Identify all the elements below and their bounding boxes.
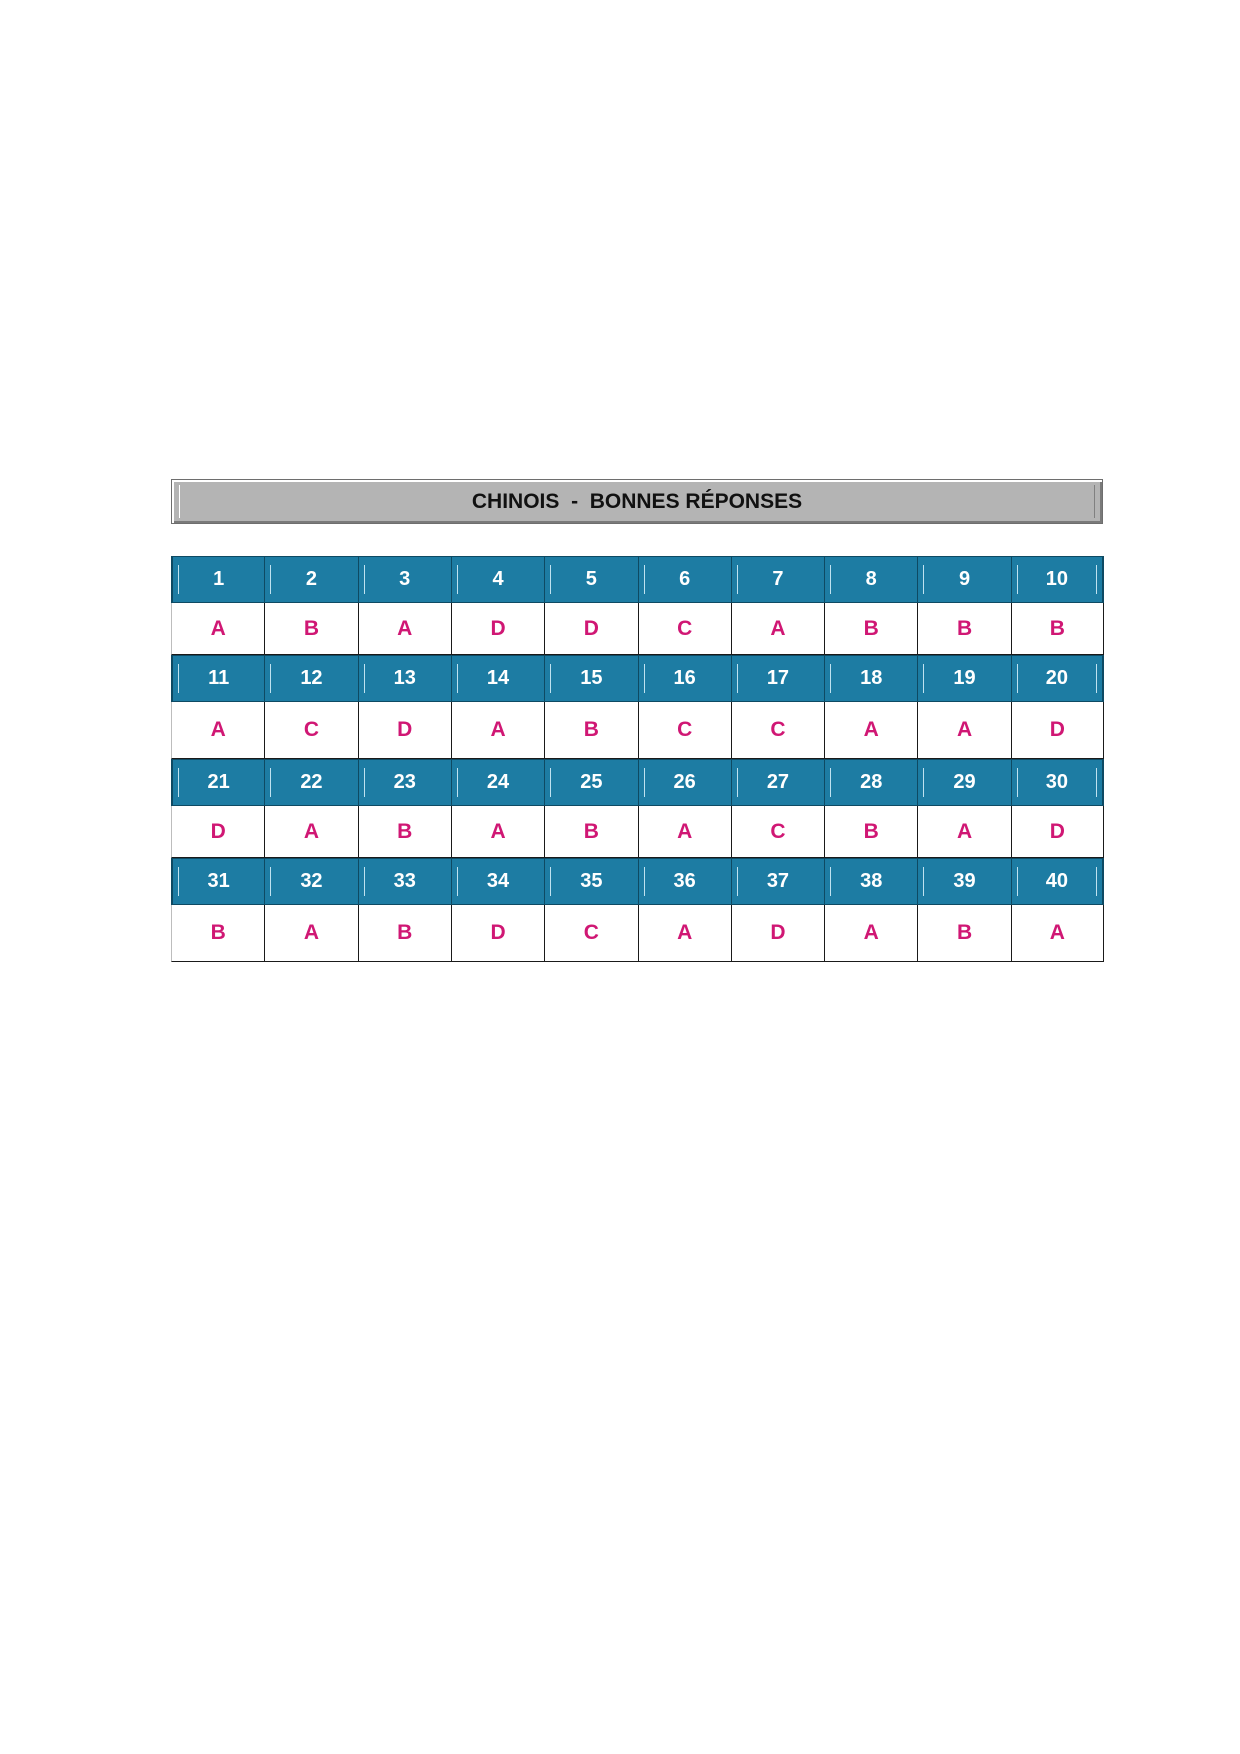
answer-letter: A [917,806,1010,858]
answer-letter: D [544,603,637,655]
answer-group [171,858,1104,962]
question-number: 16 [638,656,731,701]
answer-group [171,655,1104,759]
answer-letter: B [544,702,637,759]
answer-letter: B [358,806,451,858]
answer-letter: B [544,806,637,858]
question-number: 40 [1011,859,1104,904]
answer-letter: D [731,905,824,962]
question-number: 3 [358,557,451,602]
answer-letter: A [917,702,1010,759]
question-number: 27 [731,760,824,805]
answer-row [171,603,1104,655]
answer-letter: D [358,702,451,759]
answer-letter: B [917,905,1010,962]
question-number: 12 [264,656,357,701]
question-number: 15 [544,656,637,701]
answer-letter: A [264,806,357,858]
answer-letter: B [824,806,917,858]
question-number-row [171,759,1104,806]
question-number-row [171,655,1104,702]
question-number: 26 [638,760,731,805]
question-number: 37 [731,859,824,904]
answer-letter: B [1011,603,1104,655]
answer-group [171,556,1104,655]
answer-letter: A [1011,905,1104,962]
title-bar [171,479,1103,524]
answer-row [171,702,1104,759]
question-number: 4 [451,557,544,602]
question-number: 29 [917,760,1010,805]
answer-letter: C [731,702,824,759]
answer-letter: B [264,603,357,655]
answer-letter: D [171,806,264,858]
answer-letter: B [358,905,451,962]
question-number: 25 [544,760,637,805]
answer-letter: A [171,702,264,759]
answer-letter: D [1011,806,1104,858]
answer-group [171,759,1104,858]
question-number: 20 [1011,656,1104,701]
answer-letter: D [451,905,544,962]
question-number: 35 [544,859,637,904]
question-number: 30 [1011,760,1104,805]
question-number: 38 [824,859,917,904]
question-number: 17 [731,656,824,701]
question-number: 13 [358,656,451,701]
question-number: 23 [358,760,451,805]
question-number: 9 [917,557,1010,602]
question-number: 22 [264,760,357,805]
question-number: 5 [544,557,637,602]
question-number: 31 [171,859,264,904]
question-number: 2 [264,557,357,602]
question-number: 28 [824,760,917,805]
question-number: 32 [264,859,357,904]
question-number: 8 [824,557,917,602]
answer-letter: C [638,702,731,759]
answer-letter: A [171,603,264,655]
answer-letter: D [1011,702,1104,759]
page-title: CHINOIS - BONNES RÉPONSES [471,489,803,513]
answer-letter: B [171,905,264,962]
answer-letter: A [451,702,544,759]
question-number: 1 [171,557,264,602]
question-number: 11 [171,656,264,701]
answer-letter: A [264,905,357,962]
answer-letter: B [917,603,1010,655]
question-number: 10 [1011,557,1104,602]
question-number: 21 [171,760,264,805]
answer-letter: A [824,905,917,962]
answer-letter: A [638,806,731,858]
question-number: 33 [358,859,451,904]
answer-letter: B [824,603,917,655]
answer-letter: C [731,806,824,858]
question-number: 18 [824,656,917,701]
answer-letter: C [544,905,637,962]
answer-letter: C [264,702,357,759]
question-number: 36 [638,859,731,904]
answer-letter: A [638,905,731,962]
answer-row [171,905,1104,962]
question-number: 14 [451,656,544,701]
question-number: 7 [731,557,824,602]
question-number: 6 [638,557,731,602]
answer-row [171,806,1104,858]
answer-grid [171,556,1104,962]
question-number: 34 [451,859,544,904]
answer-letter: A [731,603,824,655]
question-number: 24 [451,760,544,805]
question-number-row [171,858,1104,905]
question-number-row [171,556,1104,603]
question-number: 19 [917,656,1010,701]
answer-letter: A [358,603,451,655]
answer-letter: A [824,702,917,759]
answer-letter: C [638,603,731,655]
answer-letter: A [451,806,544,858]
answer-letter: D [451,603,544,655]
question-number: 39 [917,859,1010,904]
